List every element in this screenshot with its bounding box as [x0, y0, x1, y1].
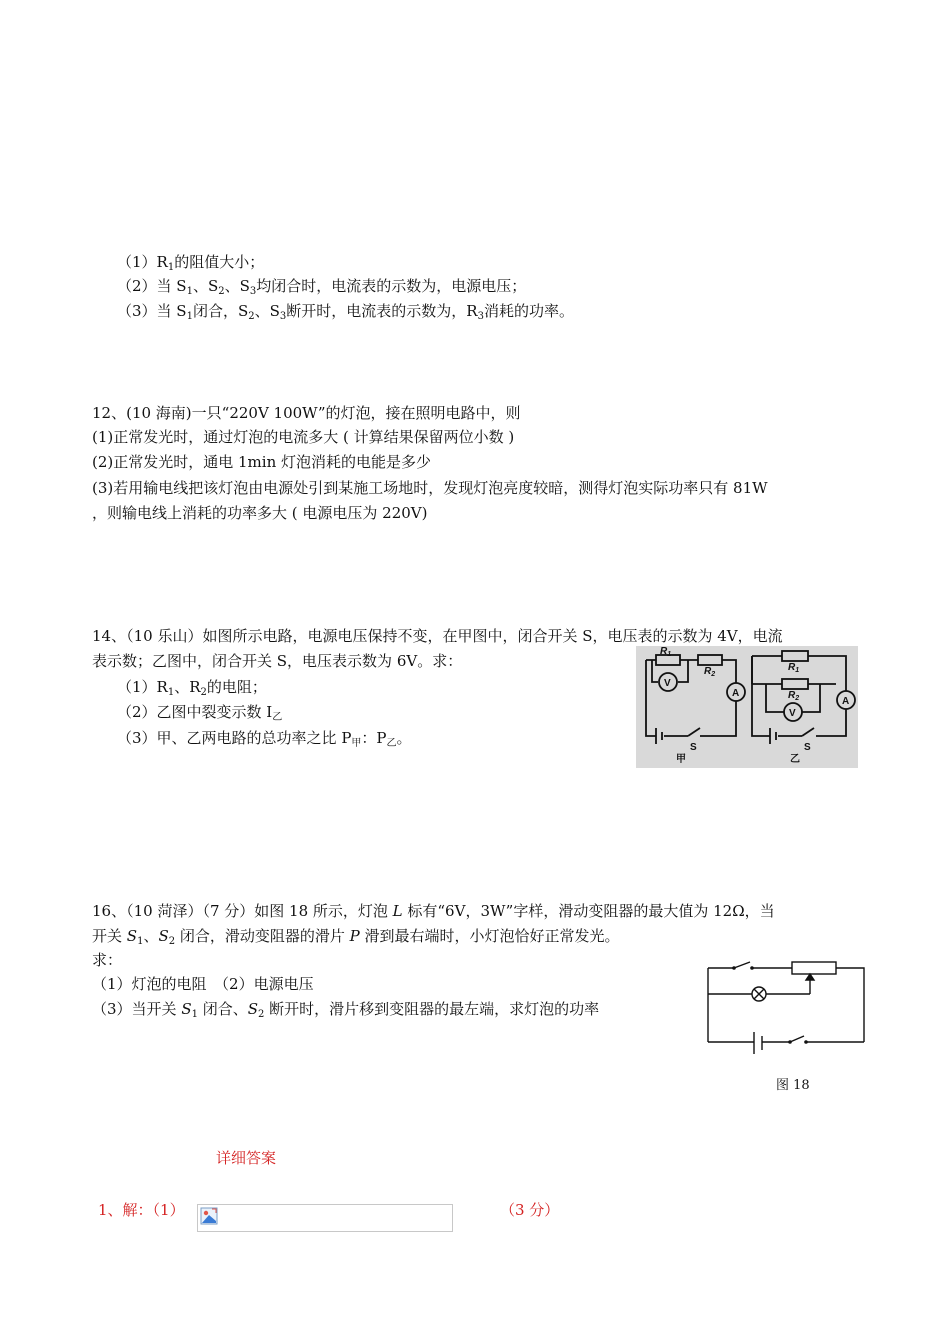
- label-r1-yi: $R_1$: [788, 662, 800, 674]
- answer-1-label: 1、解：（1）: [98, 1201, 185, 1219]
- label-yi: 乙: [790, 754, 800, 765]
- q16-line-2: 开关 $S_1$、$S_2$ 闭合，滑动变阻器的滑片 P 滑到最右端时，小灯泡恰好正常发光。: [92, 927, 620, 947]
- q16-circuit-figure: [704, 958, 870, 1060]
- q16-line-5: （3）当开关 $S_1$ 闭合、$S_2$ 断开时，滑片移到变阻器的最左端，求灯泡的功率: [92, 1000, 600, 1020]
- q12-line-5: ，则输电线上消耗的功率多大 ( 电源电压为 220V): [92, 504, 428, 522]
- label-s-jia: S: [690, 742, 697, 753]
- label-r2-yi: $R_2$: [788, 690, 800, 702]
- answers-title: 详细答案: [216, 1149, 277, 1167]
- q14-line-1: 14、（10 乐山）如图所示电路，电源电压保持不变，在甲图中，闭合开关 S，电压表的示数为 4V，电流: [92, 627, 783, 645]
- q12-line-1: 12、(10 海南)一只“220V 100W”的灯泡，接在照明电路中，则: [92, 404, 521, 422]
- label-a-jia: A: [732, 688, 740, 699]
- q12-line-4: (3)若用输电线把该灯泡由电源处引到某施工场地时，发现灯泡亮度较暗，测得灯泡实际功率只有 81W: [92, 479, 768, 497]
- label-r1-jia: $R_1$: [660, 646, 672, 658]
- q11-part-3: （3）当 $S_1$闭合，$S_2$、$S_3$断开时，电流表的示数为，$R_3$消耗的功率。: [117, 302, 574, 322]
- q16-line-4: （1）灯泡的电阻 （2）电源电压: [92, 975, 314, 993]
- q14-part-3: （3）甲、乙两电路的总功率之比 $P_甲$：$P_乙$。: [117, 729, 412, 749]
- broken-image-icon: [200, 1207, 218, 1225]
- q14-part-2: （2）乙图中裂变示数 $I_乙$: [117, 703, 283, 723]
- label-jia: 甲: [676, 754, 686, 765]
- q12-line-2: (1)正常发光时，通过灯泡的电流多大 ( 计算结果保留两位小数 ): [92, 428, 515, 446]
- q14-line-2: 表示数；乙图中，闭合开关 S，电压表示数为 6V。求：: [92, 652, 463, 670]
- label-a-yi: A: [842, 696, 850, 707]
- q16-line-1: 16、（10 菏泽）（7 分）如图 18 所示，灯泡 L 标有“6V，3W”字样，滑动变阻器的最大值为 12Ω，当: [92, 902, 775, 920]
- label-r2-jia: $R_2$: [704, 666, 716, 678]
- label-v-jia: V: [664, 678, 671, 689]
- q14-part-1: $(1)R_1$、$R_2$的电阻；: [117, 678, 267, 698]
- q12-line-3: (2)正常发光时，通电 1min 灯泡消耗的电能是多少: [92, 453, 432, 471]
- label-v-yi: V: [789, 708, 796, 719]
- label-s-yi: S: [804, 742, 811, 753]
- figure-18-caption: 图 18: [776, 1078, 810, 1093]
- q11-part-1: $(1)R_1$的阻值大小；: [117, 253, 265, 273]
- q11-part-2: （2）当 $S_1$、$S_2$、$S_3$均闭合时，电流表的示数为，电源电压；: [117, 277, 527, 297]
- answer-1-score: （3 分）: [500, 1201, 560, 1219]
- q14-circuit-figure: [636, 646, 858, 768]
- answer-1-formula-image: [197, 1204, 453, 1232]
- q16-line-3: 求：: [92, 951, 123, 969]
